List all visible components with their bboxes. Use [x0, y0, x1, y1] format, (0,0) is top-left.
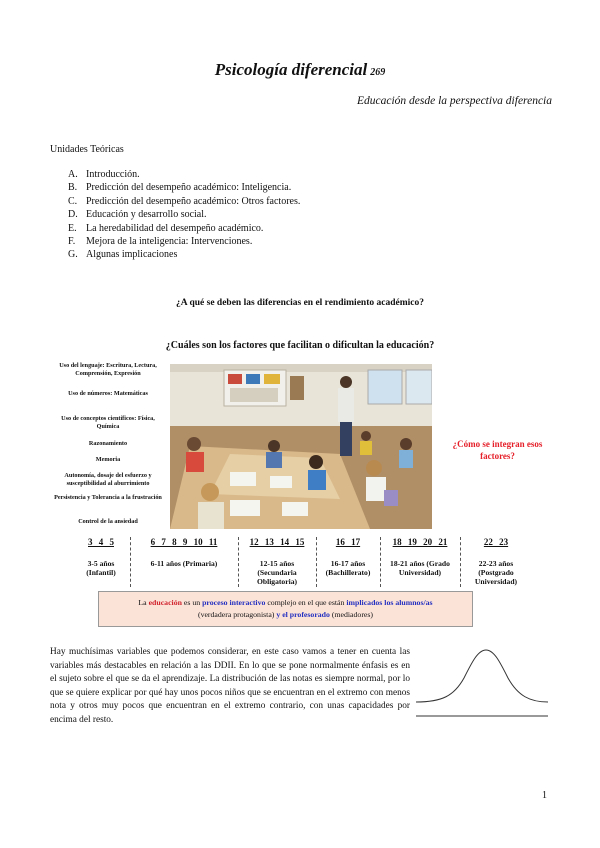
age-group	[240, 537, 314, 586]
age-numbers: 22 23	[483, 537, 509, 547]
body-paragraph: Hay muchísimas variables que podemos considerar, en este caso vamos a tener en cuenta las variables más destacables en relación a las DDII. En lo que se pone normalmente énfasis es en el sujeto sobre el que se da el aprendizaje. La distribución de las notas es siempre normal, por lo que se quiere explicar por qué hay unos pocos niños que se encuentran en el extremo con menos nota y otros muy pocos que encuentran en el extremo contrario, con unas capacidades por encima del resto.	[50, 647, 410, 725]
list-item	[68, 181, 300, 194]
list-item-text: Predicción del desempeño académico: Otros factores.	[86, 195, 301, 207]
definition-text: y	[276, 610, 281, 619]
normal-distribution-curve	[412, 644, 552, 722]
divider	[238, 537, 239, 587]
definition-text: (verdadera protagonista)	[197, 610, 275, 619]
factor-item: Razonamiento	[88, 440, 128, 447]
list-item-letter: B.	[68, 182, 78, 194]
list-item-letter: E.	[68, 222, 77, 234]
age-group	[462, 537, 530, 586]
definition-teachers: el profesorado	[282, 610, 330, 619]
divider	[460, 537, 461, 587]
list-item-text: Mejora de la inteligencia: Intervenciones.	[86, 236, 253, 248]
list-item-text: La heredabilidad del desempeño académico.	[86, 222, 264, 234]
age-numbers: 3 4 5	[88, 537, 114, 547]
factor-item: Autonomía, dosaje del esfuerzo y susceptibilidad al aburrimiento	[64, 472, 152, 487]
question-heading: ¿A qué se deben las diferencias en el rendimiento académico?	[176, 298, 424, 308]
age-group	[318, 537, 378, 577]
page-title	[0, 60, 600, 80]
age-group	[74, 537, 128, 577]
list-item-text: Educación y desarrollo social.	[86, 209, 207, 221]
page-subtitle: Educación desde la perspectiva diferencia	[356, 95, 552, 107]
age-numbers: 18 19 20 21	[392, 537, 448, 547]
classroom-photo	[170, 364, 432, 529]
units-heading: Unidades Teóricas	[50, 144, 124, 155]
definition-box	[98, 591, 473, 627]
question-subheading: ¿Cuáles son los factores que facilitan o dificultan la educación?	[165, 340, 435, 351]
age-timeline	[74, 537, 530, 593]
definition-education: educación	[148, 598, 182, 607]
age-label: 22-23 años (Postgrado Universidad)	[474, 559, 518, 586]
list-item-text: Introducción.	[86, 169, 140, 180]
integrate-question: ¿Cómo se integran esos factores?	[452, 439, 543, 461]
list-item-letter: F.	[68, 236, 76, 248]
definition-text: es un	[183, 598, 201, 607]
list-item-text: Algunas implicaciones	[86, 249, 178, 261]
factor-item: Control de la ansiedad	[78, 518, 138, 525]
definition-text: La	[138, 598, 147, 607]
list-item-text: Predicción del desempeño académico: Inteligencia.	[86, 182, 292, 194]
age-group	[382, 537, 458, 577]
definition-text: (mediadores)	[331, 610, 374, 619]
factor-item: Uso del lenguaje: Escritura, Lectura, Comprensión, Expresión	[59, 362, 157, 377]
classroom-illustration	[170, 364, 432, 529]
factor-item: Uso de números: Matemáticas	[68, 390, 148, 397]
list-item	[68, 222, 300, 235]
age-group	[132, 537, 236, 568]
definition-process: proceso interactivo	[202, 598, 266, 607]
page-number: 1	[542, 790, 547, 801]
age-label: 16-17 años (Bachillerato)	[325, 559, 371, 577]
age-numbers: 6 7 8 9 10 11	[150, 537, 218, 547]
factor-item: Memoria	[95, 456, 121, 463]
age-label: 6-11 años (Primaria)	[150, 559, 218, 568]
list-item	[68, 248, 300, 261]
list-item	[68, 168, 300, 181]
age-numbers: 16 17	[335, 537, 361, 547]
units-list	[68, 168, 300, 262]
list-item	[68, 235, 300, 248]
list-item-letter: G.	[68, 249, 78, 261]
list-item	[68, 208, 300, 221]
age-label: 3-5 años (Infantil)	[86, 559, 116, 577]
factor-item: Uso de conceptos científicos: Física, Química	[61, 415, 155, 430]
divider	[380, 537, 381, 587]
list-item	[68, 195, 300, 208]
title-text: Psicología diferencial	[214, 60, 368, 79]
list-item-letter: D.	[68, 209, 78, 221]
definition-students: implicados los alumnos/as	[346, 598, 433, 607]
definition-text: complejo en el que están	[267, 598, 345, 607]
list-item-letter: C.	[68, 195, 78, 207]
age-label: 12-15 años (Secundaria Obligatoria)	[256, 559, 298, 586]
age-numbers: 12 13 14 15	[249, 537, 305, 547]
divider	[130, 537, 131, 587]
page-reference: 269	[370, 67, 386, 78]
list-item-letter: A.	[68, 169, 78, 180]
divider	[316, 537, 317, 587]
factor-item: Persistencia y Tolerancia a la frustración	[54, 494, 162, 501]
age-label: 18-21 años (Grado Universidad)	[390, 559, 450, 577]
